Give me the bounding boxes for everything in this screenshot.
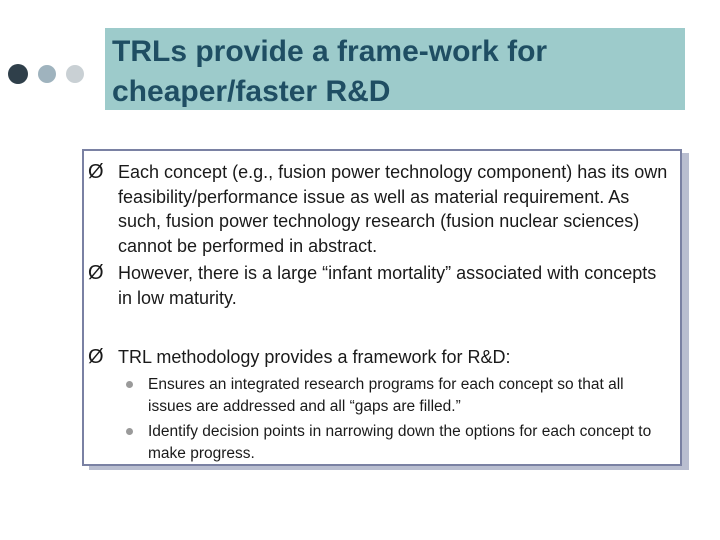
bullet-text: TRL methodology provides a framework for R&D:	[118, 347, 511, 367]
arrow-bullet-icon: Ø	[88, 262, 104, 284]
round-bullet-icon	[126, 381, 133, 388]
arrow-bullet-icon: Ø	[88, 161, 104, 183]
arrow-bullet-icon: Ø	[88, 346, 104, 368]
bullet-text: However, there is a large “infant mortality” associated with concepts in low maturity.	[118, 263, 657, 308]
slide-title: TRLs provide a frame-work for cheaper/faster R&D	[112, 35, 548, 108]
dot-dark	[8, 64, 28, 84]
round-bullet-icon	[126, 428, 133, 435]
sub-bullet-text: Ensures an integrated research programs for each concept so that all issues are addressed and all “gaps are filled.”	[148, 376, 624, 415]
three-dots-icon	[8, 64, 98, 86]
dot-light	[66, 65, 84, 83]
dot-medium	[38, 65, 56, 83]
sub-bullet-text: Identify decision points in narrowing down the options for each concept to make progress.	[148, 423, 652, 462]
bullet-text: Each concept (e.g., fusion power technology component) has its own feasibility/performance issue as well as material requirement. As such, fusion power technology research (fusion nuclear sciences) cannot be performed in abstract.	[118, 162, 668, 256]
